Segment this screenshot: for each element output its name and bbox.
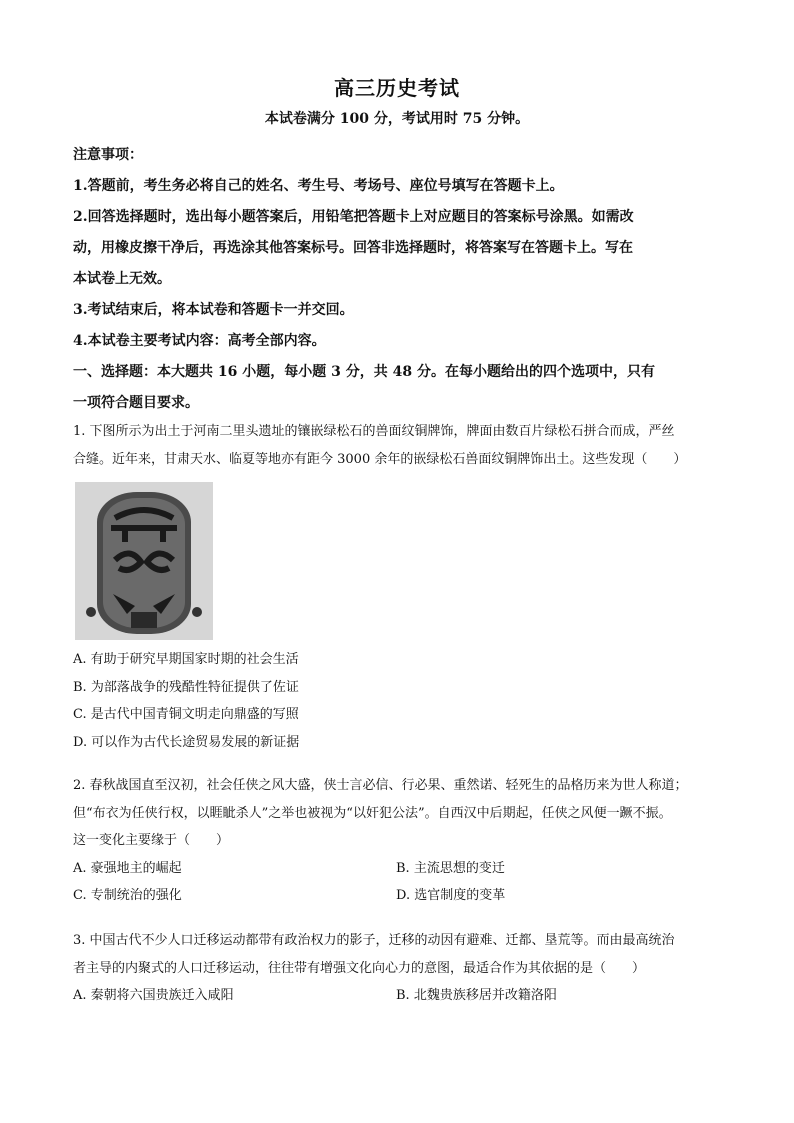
question-1-options bbox=[73, 646, 728, 756]
option-b[interactable]: B. 北魏贵族移居并改籍洛阳 bbox=[396, 988, 557, 1003]
option-d[interactable]: D. 可以作为古代长途贸易发展的新证据 bbox=[73, 734, 300, 750]
question-2 bbox=[73, 772, 728, 910]
note-item: 4.本试卷主要考试内容：高考全部内容。 bbox=[73, 333, 326, 349]
section-heading: 一项符合题目要求。 bbox=[73, 395, 199, 411]
question-text: 2. 春秋战国直至汉初，社会任侠之风大盛，侠士言必信、行必果、重然诺、轻死生的品格历来为世人称道； bbox=[73, 778, 688, 793]
option-row bbox=[73, 982, 728, 1010]
option-b[interactable]: B. 主流思想的变迁 bbox=[396, 860, 505, 876]
option-c[interactable]: C. 是古代中国青铜文明走向鼎盛的写照 bbox=[73, 707, 299, 722]
option-row bbox=[73, 882, 728, 910]
option-b[interactable]: B. 为部落战争的残酷性特征提供了佐证 bbox=[73, 679, 299, 695]
question-text: 但“布衣为任侠行权，以睚眦杀人”之举也被视为“以奸犯公法”。自西汉中后期起，任侠之风便一蹶不振。 bbox=[73, 805, 672, 821]
question-3 bbox=[73, 927, 728, 1010]
option-d[interactable]: D. 选官制度的变革 bbox=[396, 888, 506, 903]
note-item: 2.回答选择题时，选出每小题答案后，用铅笔把答题卡上对应题目的答案标号涂黑。如需改 bbox=[73, 209, 634, 225]
page-title: 高三历史考试 bbox=[334, 76, 460, 100]
question-text: 合缝。近年来，甘肃天水、临夏等地亦有距今 3000 余年的嵌绿松石兽面纹铜牌饰出土。这些发现（ ） bbox=[73, 451, 687, 467]
bronze-plaque-icon bbox=[75, 482, 213, 640]
option-a[interactable]: A. 秦朝将六国贵族迁入咸阳 bbox=[73, 988, 234, 1003]
question-text: 者主导的内聚式的人口迁移运动，往往带有增强文化向心力的意图，最适合作为其依据的是（ ） bbox=[73, 960, 646, 976]
question-text: 这一变化主要缘于（ ） bbox=[73, 833, 230, 848]
note-item: 动，用橡皮擦干净后，再选涂其他答案标号。回答非选择题时，将答案写在答题卡上。写在 bbox=[73, 240, 633, 256]
notes-heading: 注意事项： bbox=[73, 147, 143, 163]
exam-info: 本试卷满分 100 分，考试用时 75 分钟。 bbox=[264, 111, 530, 127]
option-row bbox=[73, 855, 728, 883]
question-text: 3. 中国古代不少人口迁移运动都带有政治权力的影子，迁移的动因有避难、迁都、垦荒等。而由最高统治 bbox=[73, 933, 675, 948]
question-1 bbox=[73, 418, 728, 473]
option-c[interactable]: C. 专制统治的强化 bbox=[73, 888, 182, 903]
note-item: 3.考试结束后，将本试卷和答题卡一并交回。 bbox=[73, 302, 354, 318]
option-a[interactable]: A. 有助于研究早期国家时期的社会生活 bbox=[73, 652, 299, 667]
option-a[interactable]: A. 豪强地主的崛起 bbox=[73, 860, 182, 876]
note-item: 本试卷上无效。 bbox=[73, 271, 171, 287]
notes-section bbox=[73, 140, 723, 419]
section-heading: 一、选择题：本大题共 16 小题，每小题 3 分，共 48 分。在每小题给出的四个选项中，只有 bbox=[73, 364, 655, 380]
question-text: 1. 下图所示为出土于河南二里头遗址的镶嵌绿松石的兽面纹铜牌饰，牌面由数百片绿松石拼合而成，严丝 bbox=[73, 424, 675, 439]
note-item: 1.答题前，考生务必将自己的姓名、考生号、考场号、座位号填写在答题卡上。 bbox=[73, 178, 564, 194]
